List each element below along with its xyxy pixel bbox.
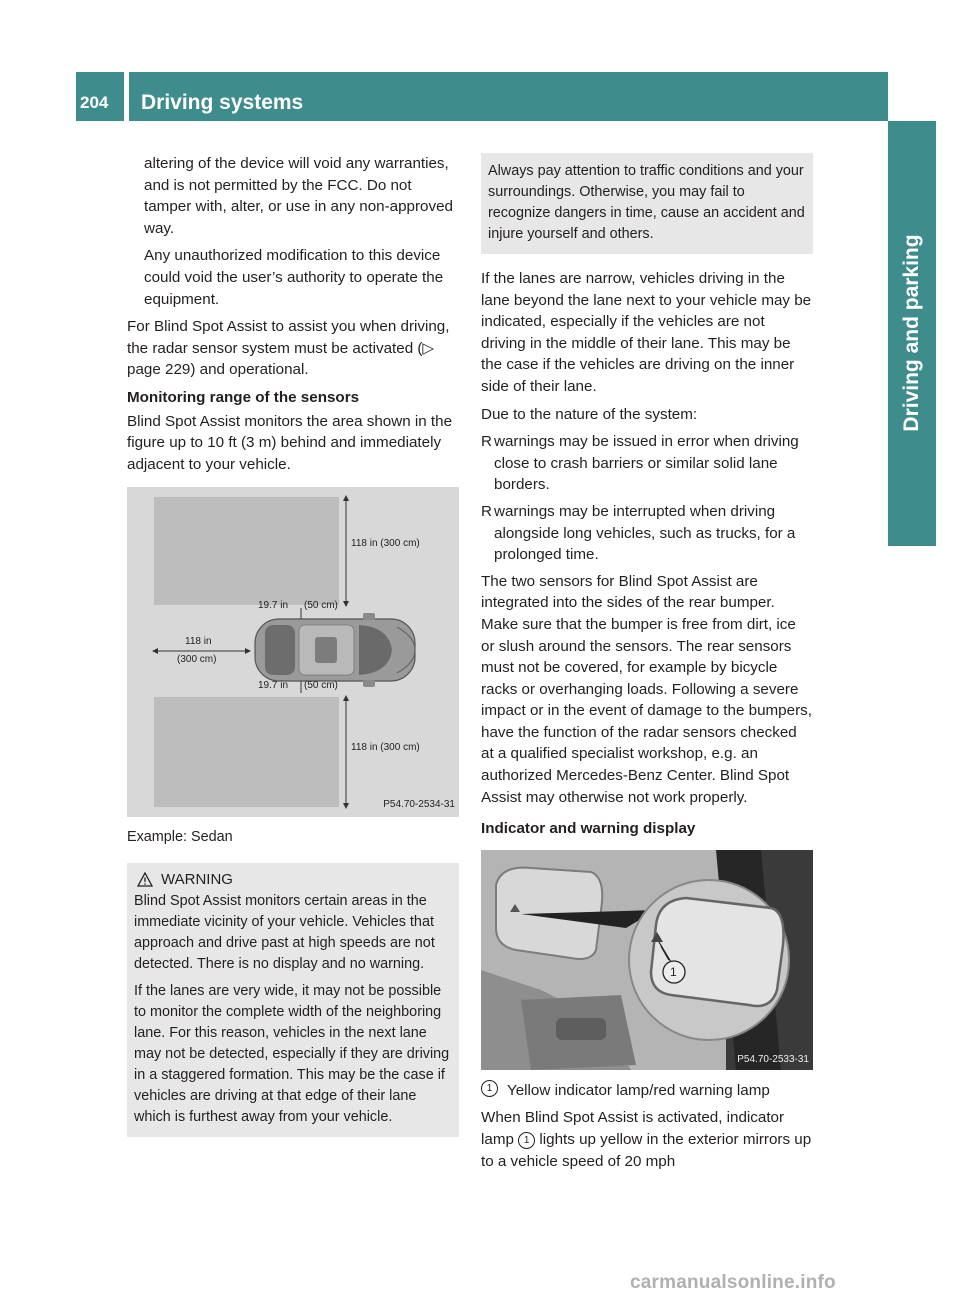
warning-continued-box bbox=[481, 153, 813, 254]
label-top-gap: 19.7 in bbox=[258, 600, 289, 612]
warning-triangle-icon bbox=[137, 872, 153, 887]
bullet-marker: R bbox=[481, 433, 492, 451]
label-rear-in: 118 in bbox=[185, 636, 212, 648]
final-text-b: lights up yellow in the exterior mirrors up to a vehicle speed of 20 mph bbox=[481, 1131, 812, 1170]
label-top-range: 118 in (300 cm) bbox=[351, 538, 420, 550]
legend-text-1: Yellow indicator lamp/red warning lamp bbox=[507, 1081, 770, 1099]
warning-title-text: WARNING bbox=[161, 870, 233, 888]
list-item bbox=[481, 501, 813, 566]
watermark: carmanualsonline.info bbox=[630, 1272, 836, 1293]
list-item-text: warnings may be issued in error when driving close to crash barriers or similar solid lane borders. bbox=[494, 433, 799, 494]
label-rear-cm: (300 cm) bbox=[177, 654, 217, 666]
page-number: 204 bbox=[80, 93, 109, 112]
label-bottom-gap-cm: (50 cm) bbox=[304, 680, 338, 692]
figure-code: P54.70-2534-31 bbox=[383, 799, 455, 811]
warning-paragraph-1: Blind Spot Assist monitors certain areas in the immediate vicinity of your vehicle. Vehicles that approach and drive past at high speeds are not detected. There is no display and no warning. bbox=[134, 892, 435, 972]
list-item bbox=[481, 431, 813, 496]
sensors-paragraph: The two sensors for Blind Spot Assist are integrated into the sides of the rear bumper. Make sure that the bumper is free from dirt, ice or slush around the sensors. The rear sensors must not be covered, for example by bicycle racks or overhanging loads. Following a severe impact or in the event of damage to the bumpers, have the function of the radar sensors checked at a qualified specialist workshop, e.g. an authorized Mercedes-Benz Center. Blind Spot Assist may otherwise not work properly. bbox=[481, 572, 812, 806]
callout-1-icon: 1 bbox=[481, 1080, 498, 1097]
figure-caption: Example: Sedan bbox=[127, 829, 233, 846]
left-column bbox=[127, 153, 459, 1149]
monitor-zone-right bbox=[154, 697, 339, 807]
warning-box bbox=[127, 863, 459, 1137]
callout-1-inline-icon: 1 bbox=[518, 1132, 535, 1149]
range-paragraph: Blind Spot Assist monitors the area shown in the figure up to 10 ft (3 m) behind and immediately adjacent to your vehicle. bbox=[127, 412, 453, 473]
range-heading: Monitoring range of the sensors bbox=[127, 388, 360, 406]
label-top-gap-cm: (50 cm) bbox=[304, 600, 338, 612]
intro-paragraph-1: altering of the device will void any warranties, and is not permitted by the FCC. Do not tamper with, alter, or use in any non-approved way. bbox=[144, 155, 453, 237]
list-item-text: warnings may be interrupted when driving alongside long vehicles, such as trucks, for a prolonged time. bbox=[494, 502, 796, 564]
bullet-marker: R bbox=[481, 502, 492, 520]
activation-paragraph: For Blind Spot Assist to assist you when driving, the radar sensor system must be activated (▷ page 229) and operational. bbox=[127, 318, 450, 379]
narrow-lanes-paragraph: If the lanes are narrow, vehicles driving in the lane beyond the lane next to your vehicle may be indicated, especially if the vehicles are not driving in the middle of their lane. This may be the case if the vehicles are driving on the inner side of their lane. bbox=[481, 270, 812, 395]
side-tab-label-wrap bbox=[888, 121, 936, 546]
warning-continued-text: Always pay attention to traffic conditions and your surroundings. Otherwise, you may fail to recognize dangers in time, cause an accident and injure yourself and others. bbox=[488, 163, 805, 242]
warning-title bbox=[134, 869, 452, 890]
mirror-figure bbox=[481, 850, 813, 1070]
nature-paragraph: Due to the nature of the system: bbox=[481, 405, 698, 423]
final-text-a: When Blind Spot Assist is activated, indicator lamp bbox=[481, 1109, 785, 1149]
mirror-photo bbox=[481, 850, 813, 1070]
final-paragraph bbox=[481, 1107, 813, 1172]
legend-item-1 bbox=[481, 1080, 813, 1102]
monitor-zone-left bbox=[154, 497, 339, 605]
side-tab-label: Driving and parking bbox=[900, 234, 924, 432]
warning-paragraph-2: If the lanes are very wide, it may not be possible to monitor the complete width of the neighboring lane. For this reason, vehicles in the next lane may not be detected, especially if they are driving in a staggered formation. This may be the case if vehicles are driving at that edge of their lane which is furthest away from your vehicle. bbox=[134, 982, 450, 1125]
intro-paragraph-2: Any unauthorized modification to this device could void the user’s authority to operate the equipment. bbox=[144, 247, 444, 308]
label-bottom-gap: 19.7 in bbox=[258, 680, 289, 692]
sensor-range-diagram bbox=[127, 487, 459, 817]
callout-number: 1 bbox=[670, 964, 677, 979]
car-top-view-icon bbox=[255, 613, 415, 687]
indicator-heading: Indicator and warning display bbox=[481, 820, 696, 838]
right-column bbox=[481, 153, 813, 1178]
label-bottom-range: 118 in (300 cm) bbox=[351, 742, 420, 754]
sensor-range-figure bbox=[127, 487, 459, 817]
mirror-figure-code: P54.70-2533-31 bbox=[737, 1053, 809, 1065]
section-title: Driving systems bbox=[141, 91, 304, 114]
